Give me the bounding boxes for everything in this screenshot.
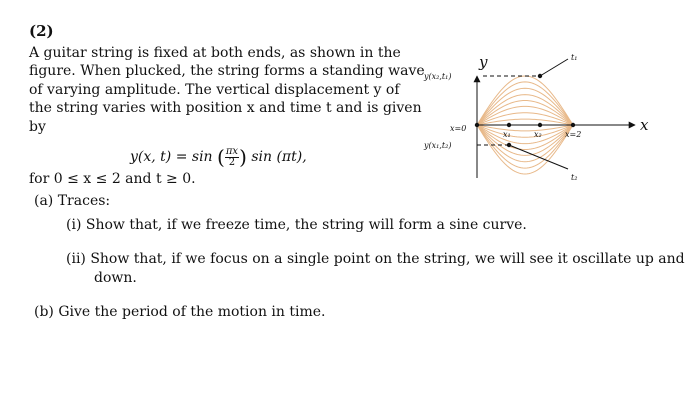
label-y-x1-t2: y(x₁,t₂)	[424, 141, 452, 150]
point-y-x2-t1	[538, 74, 542, 78]
intro-line: A guitar string is fixed at both ends, as shown in the	[29, 45, 401, 61]
problem-number: (2)	[29, 22, 54, 40]
wave-curve	[477, 125, 573, 155]
y-axis-label: y	[479, 53, 488, 71]
label-x2end: x=2	[565, 130, 582, 139]
point-x2end	[571, 123, 575, 127]
point-x1	[507, 123, 511, 127]
part-a-i: (i) Show that, if we freeze time, the string will form a sine curve.	[66, 217, 527, 233]
part-a-ii: (ii) Show that, if we focus on a single point on the string, we will see it oscillate up and	[66, 251, 685, 267]
label-t2: t₂	[571, 173, 578, 182]
fraction-numerator: πx	[225, 145, 239, 157]
label-x2: x₂	[534, 130, 542, 139]
point-x2	[538, 123, 542, 127]
domain-condition: for 0 ≤ x ≤ 2 and t ≥ 0.	[29, 171, 196, 187]
intro-line: by	[29, 118, 46, 135]
fraction-denominator: 2	[228, 156, 236, 168]
part-a-heading: (a) Traces:	[34, 193, 111, 209]
pointer-t1	[540, 59, 568, 76]
label-y-x2-t1: y(x₂,t₁)	[424, 72, 452, 81]
label-x1: x₁	[503, 130, 511, 139]
intro-line: the string varies with position x and time t and is given	[29, 100, 422, 117]
part-b: (b) Give the period of the motion in time.	[34, 304, 326, 320]
pointer-t2	[509, 145, 568, 169]
wave-curve	[477, 119, 573, 125]
label-t1: t₁	[571, 53, 578, 62]
point-x0	[475, 123, 479, 127]
wave-curve	[477, 125, 573, 131]
point-y-x1-t2	[507, 143, 511, 147]
label-x0: x=0	[450, 124, 467, 133]
part-a-ii-continued: down.	[94, 270, 137, 286]
x-axis-label: x	[640, 116, 649, 134]
equation-rhs: sin (πt),	[251, 149, 307, 165]
wave-curve	[477, 95, 573, 125]
equation-lhs: y(x, t) = sin	[130, 149, 213, 165]
intro-line: of varying amplitude. The vertical displacement y of	[29, 81, 400, 98]
paren-open: (	[217, 145, 225, 169]
intro-line: figure. When plucked, the string forms a standing wave	[29, 63, 425, 80]
paren-close: )	[239, 145, 247, 169]
